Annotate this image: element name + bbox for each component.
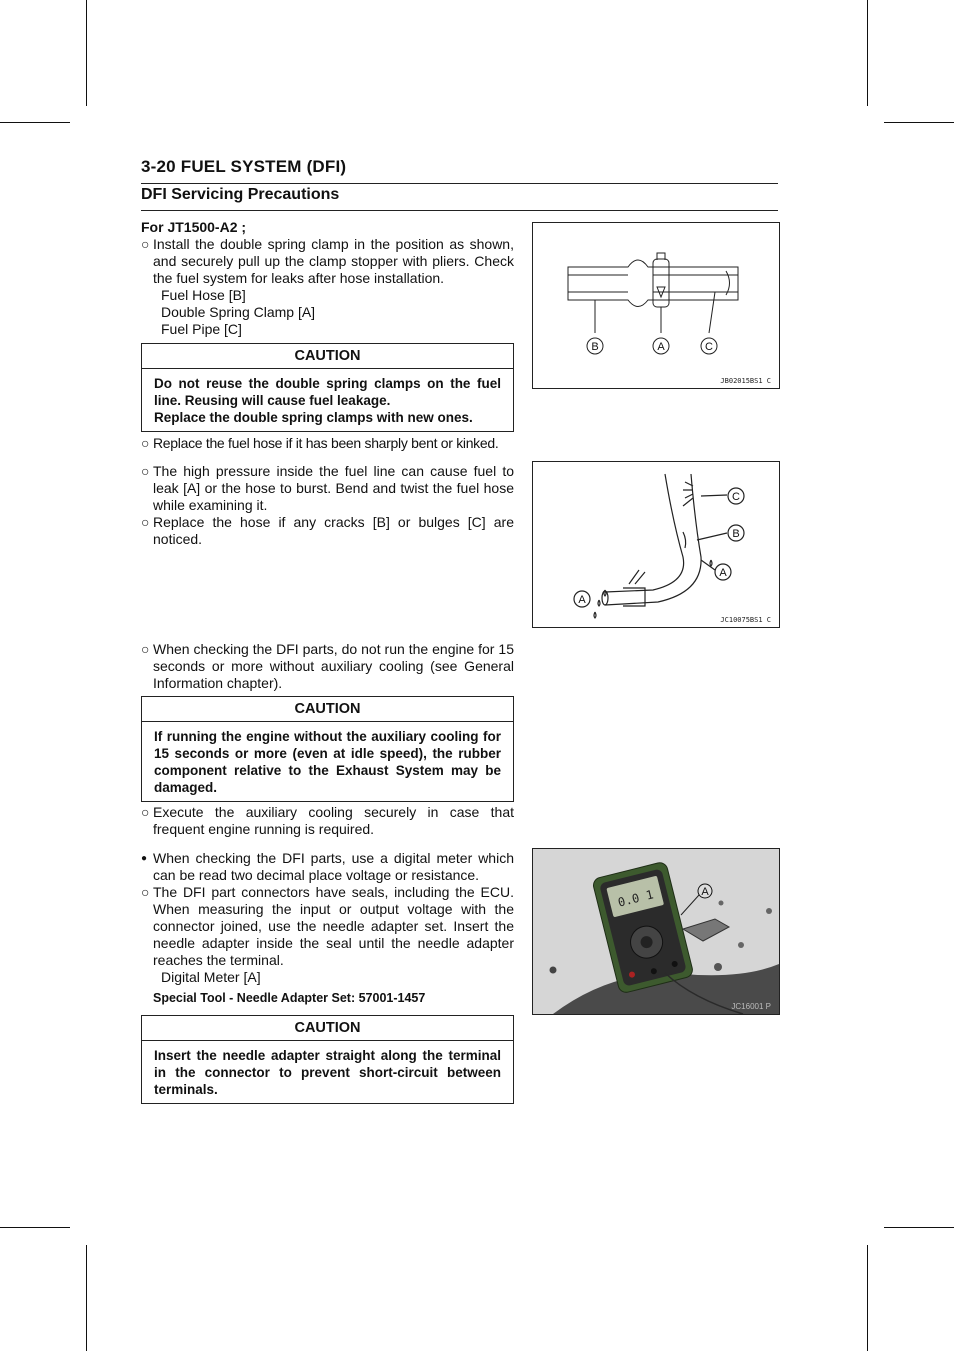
callout-a: A bbox=[657, 341, 665, 353]
crop-mark bbox=[0, 122, 70, 123]
bullet-text: When checking the DFI parts, do not run the engine for 15 seconds or more without auxiliary cooling (see General Information chapter). bbox=[153, 641, 514, 691]
bullet-text: Install the double spring clamp in the position as shown, and securely pull up the clamp stopper with pliers. Check the fuel system for leaks after hose installation. bbox=[153, 236, 514, 286]
digital-meter-photo bbox=[533, 849, 779, 1014]
bullet-item bbox=[141, 236, 514, 287]
callout-a: A bbox=[701, 886, 709, 898]
model-lead: For JT1500-A2 ; bbox=[141, 219, 247, 235]
aux-cooling-note bbox=[141, 804, 514, 838]
page-title: 3-20 FUEL SYSTEM (DFI) bbox=[141, 157, 347, 176]
crop-mark bbox=[867, 1245, 868, 1351]
bullet-text: When checking the DFI parts, use a digital meter which can be read two decimal place voltage or resistance. bbox=[153, 850, 514, 883]
special-tool: Special Tool - Needle Adapter Set: 57001-1457 bbox=[153, 991, 426, 1005]
figure-clamp bbox=[532, 222, 780, 389]
caution-box bbox=[141, 1015, 514, 1104]
bullet-item bbox=[141, 884, 514, 969]
figure-code: JB02015BS1 C bbox=[720, 377, 771, 385]
bullet-item bbox=[141, 850, 514, 884]
hose-bent-note bbox=[141, 435, 514, 452]
caution-body: If running the engine without the auxiliary cooling for 15 seconds or more (even at idle speed), the rubber component relative to the Exhaust System may be damaged. bbox=[154, 729, 501, 795]
caution-body: Insert the needle adapter straight along the terminal in the connector to prevent short-circuit between terminals. bbox=[154, 1048, 501, 1097]
part-label: Fuel Hose [B] bbox=[161, 287, 246, 303]
callout-a: A bbox=[719, 567, 727, 579]
figure-hose bbox=[532, 461, 780, 628]
section-rule bbox=[141, 210, 778, 211]
bullet-circle-icon: ○ bbox=[141, 641, 150, 657]
bullet-text: Replace the hose if any cracks [B] or bulges [C] are noticed. bbox=[153, 514, 514, 547]
engine-cooling-note bbox=[141, 641, 514, 692]
bullet-circle-icon: ○ bbox=[141, 435, 150, 451]
caution-heading: CAUTION bbox=[142, 697, 513, 722]
bullet-text: Execute the auxiliary cooling securely in case that frequent engine running is required. bbox=[153, 804, 514, 837]
figure-code: JC16001 P bbox=[731, 1002, 771, 1011]
callout-b: B bbox=[732, 528, 740, 540]
bullet-dot-icon: ● bbox=[141, 853, 148, 864]
crop-mark bbox=[86, 0, 87, 106]
bullet-circle-icon: ○ bbox=[141, 463, 150, 479]
callout-c: C bbox=[732, 491, 740, 503]
caution-box bbox=[141, 696, 514, 802]
bullet-item bbox=[141, 435, 514, 452]
bullet-circle-icon: ○ bbox=[141, 804, 150, 820]
digital-meter-instructions bbox=[141, 850, 514, 1007]
bullet-item bbox=[141, 641, 514, 692]
crop-mark bbox=[884, 1227, 954, 1228]
clamp-diagram bbox=[533, 223, 779, 388]
bullet-circle-icon: ○ bbox=[141, 884, 150, 900]
bullet-circle-icon: ○ bbox=[141, 514, 150, 530]
part-label: Digital Meter [A] bbox=[161, 969, 261, 985]
figure-digital-meter bbox=[532, 848, 780, 1015]
crop-mark bbox=[0, 1227, 70, 1228]
caution-heading: CAUTION bbox=[142, 1016, 513, 1041]
crop-mark bbox=[867, 0, 868, 106]
caution-line: Do not reuse the double spring clamps on the fuel line. Reusing will cause fuel leakage. bbox=[154, 376, 501, 408]
crop-mark bbox=[86, 1245, 87, 1351]
section-title: DFI Servicing Precautions bbox=[141, 186, 340, 203]
callout-b: B bbox=[591, 341, 599, 353]
bullet-text: The high pressure inside the fuel line can cause fuel to leak [A] or the hose to burst. Bend and twist the fuel hose while examining it. bbox=[153, 463, 514, 513]
hose-diagram bbox=[533, 462, 779, 627]
bullet-item bbox=[141, 514, 514, 548]
bullet-text: The DFI part connectors have seals, including the ECU. When measuring the input or output voltage with the connector joined, use the needle adapter set. Insert the needle adapter inside the seal until the needle adapter reaches the terminal. bbox=[153, 884, 514, 968]
bullet-circle-icon: ○ bbox=[141, 236, 150, 252]
caution-line: Replace the double spring clamps with new ones. bbox=[154, 410, 473, 425]
callout-a: A bbox=[578, 594, 586, 606]
caution-box bbox=[141, 343, 514, 432]
bullet-item bbox=[141, 804, 514, 838]
caution-body bbox=[142, 369, 513, 431]
bullet-item bbox=[141, 463, 514, 514]
part-label: Fuel Pipe [C] bbox=[161, 321, 242, 337]
text-column bbox=[141, 219, 514, 1109]
bullet-text: Replace the fuel hose if it has been sharply bent or kinked. bbox=[153, 435, 499, 451]
caution-heading: CAUTION bbox=[142, 344, 513, 369]
meter-reading: 0.0 1 bbox=[616, 887, 655, 910]
title-rule bbox=[141, 183, 778, 184]
figure-code: JC10075BS1 C bbox=[720, 616, 771, 624]
callout-c: C bbox=[705, 341, 713, 353]
crop-mark bbox=[884, 122, 954, 123]
part-label: Double Spring Clamp [A] bbox=[161, 304, 316, 320]
hose-inspection bbox=[141, 463, 514, 548]
clamp-instructions bbox=[141, 219, 514, 338]
